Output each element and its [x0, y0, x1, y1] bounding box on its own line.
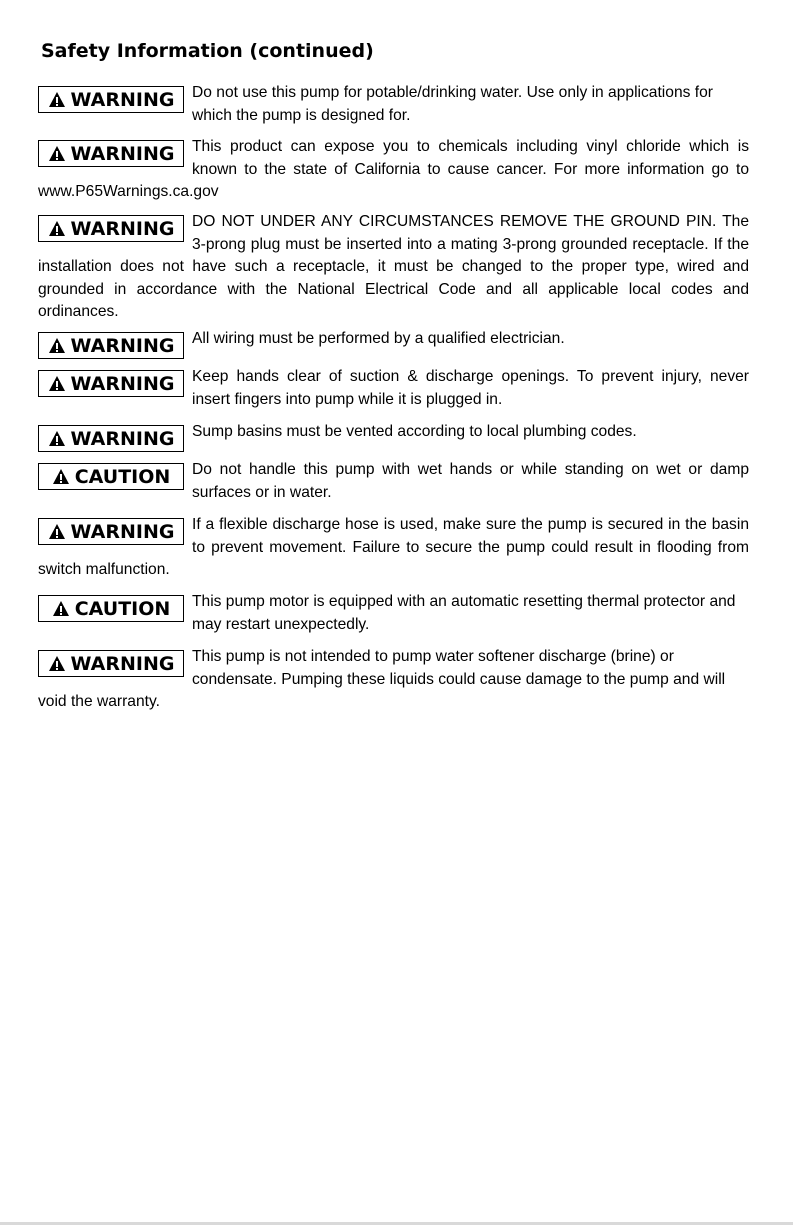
warning-badge [38, 425, 184, 452]
warning-triangle-icon [52, 468, 70, 485]
safety-item-3 [38, 211, 749, 324]
safety-text: Do not handle this pump with wet hands or while standing on wet or damp surfaces or in water. [192, 461, 749, 501]
warning-triangle-icon [48, 375, 66, 392]
warning-triangle-icon [48, 145, 66, 162]
warning-label: WARNING [70, 142, 175, 165]
safety-item-6 [38, 421, 749, 455]
safety-item-4 [38, 328, 749, 362]
safety-text: This pump motor is equipped with an automatic resetting thermal protector and may restart unexpectedly. [192, 593, 736, 633]
warning-badge [38, 650, 184, 677]
warning-label: WARNING [70, 427, 175, 450]
warning-badge [38, 518, 184, 545]
safety-text: This product can expose you to chemicals including vinyl chloride which is known to the state of California to cause cancer. For more information go to www.P65Warnings.ca.gov [38, 138, 749, 200]
warning-label: WARNING [70, 652, 175, 675]
warning-triangle-icon [48, 430, 66, 447]
safety-item-7 [38, 459, 749, 504]
safety-item-10 [38, 646, 749, 714]
safety-item-2 [38, 136, 749, 204]
warning-badge [38, 140, 184, 167]
warning-triangle-icon [48, 523, 66, 540]
safety-text: Do not use this pump for potable/drinking water. Use only in applications for which the pump is designed for. [192, 84, 713, 124]
page-title: Safety Information (continued) [41, 40, 374, 62]
warning-label: WARNING [70, 88, 175, 111]
warning-badge [38, 370, 184, 397]
safety-text: If a flexible discharge hose is used, make sure the pump is secured in the basin to prevent movement. Failure to secure the pump could result in flooding from switch malfunction. [38, 516, 749, 578]
warning-label: WARNING [70, 334, 175, 357]
safety-item-5 [38, 366, 749, 411]
warning-label: WARNING [70, 217, 175, 240]
warning-triangle-icon [52, 600, 70, 617]
warning-triangle-icon [48, 337, 66, 354]
caution-label: CAUTION [74, 465, 171, 488]
safety-text: DO NOT UNDER ANY CIRCUMSTANCES REMOVE THE GROUND PIN. The 3-prong plug must be inserted into a mating 3-prong grounded receptacle. If the installation does not have such a receptacle, it must be changed to the proper type, wired and grounded in accordance with the National Electrical Code and all applicable local codes and ordinances. [38, 213, 749, 320]
warning-triangle-icon [48, 91, 66, 108]
warning-badge [38, 215, 184, 242]
caution-badge [38, 595, 184, 622]
safety-item-1 [38, 82, 749, 127]
caution-label: CAUTION [74, 597, 171, 620]
safety-text: Sump basins must be vented according to local plumbing codes. [192, 423, 637, 440]
warning-label: WARNING [70, 520, 175, 543]
warning-badge [38, 332, 184, 359]
warning-triangle-icon [48, 655, 66, 672]
safety-item-8 [38, 514, 749, 582]
warning-triangle-icon [48, 220, 66, 237]
safety-text: This pump is not intended to pump water softener discharge (brine) or condensate. Pumping these liquids could cause damage to the pump and will void the warranty. [38, 648, 726, 710]
caution-badge [38, 463, 184, 490]
warning-badge [38, 86, 184, 113]
safety-text: Keep hands clear of suction & discharge openings. To prevent injury, never insert fingers into pump while it is plugged in. [192, 368, 749, 408]
safety-text: All wiring must be performed by a qualified electrician. [192, 330, 565, 347]
safety-item-9 [38, 591, 749, 636]
warning-label: WARNING [70, 372, 175, 395]
